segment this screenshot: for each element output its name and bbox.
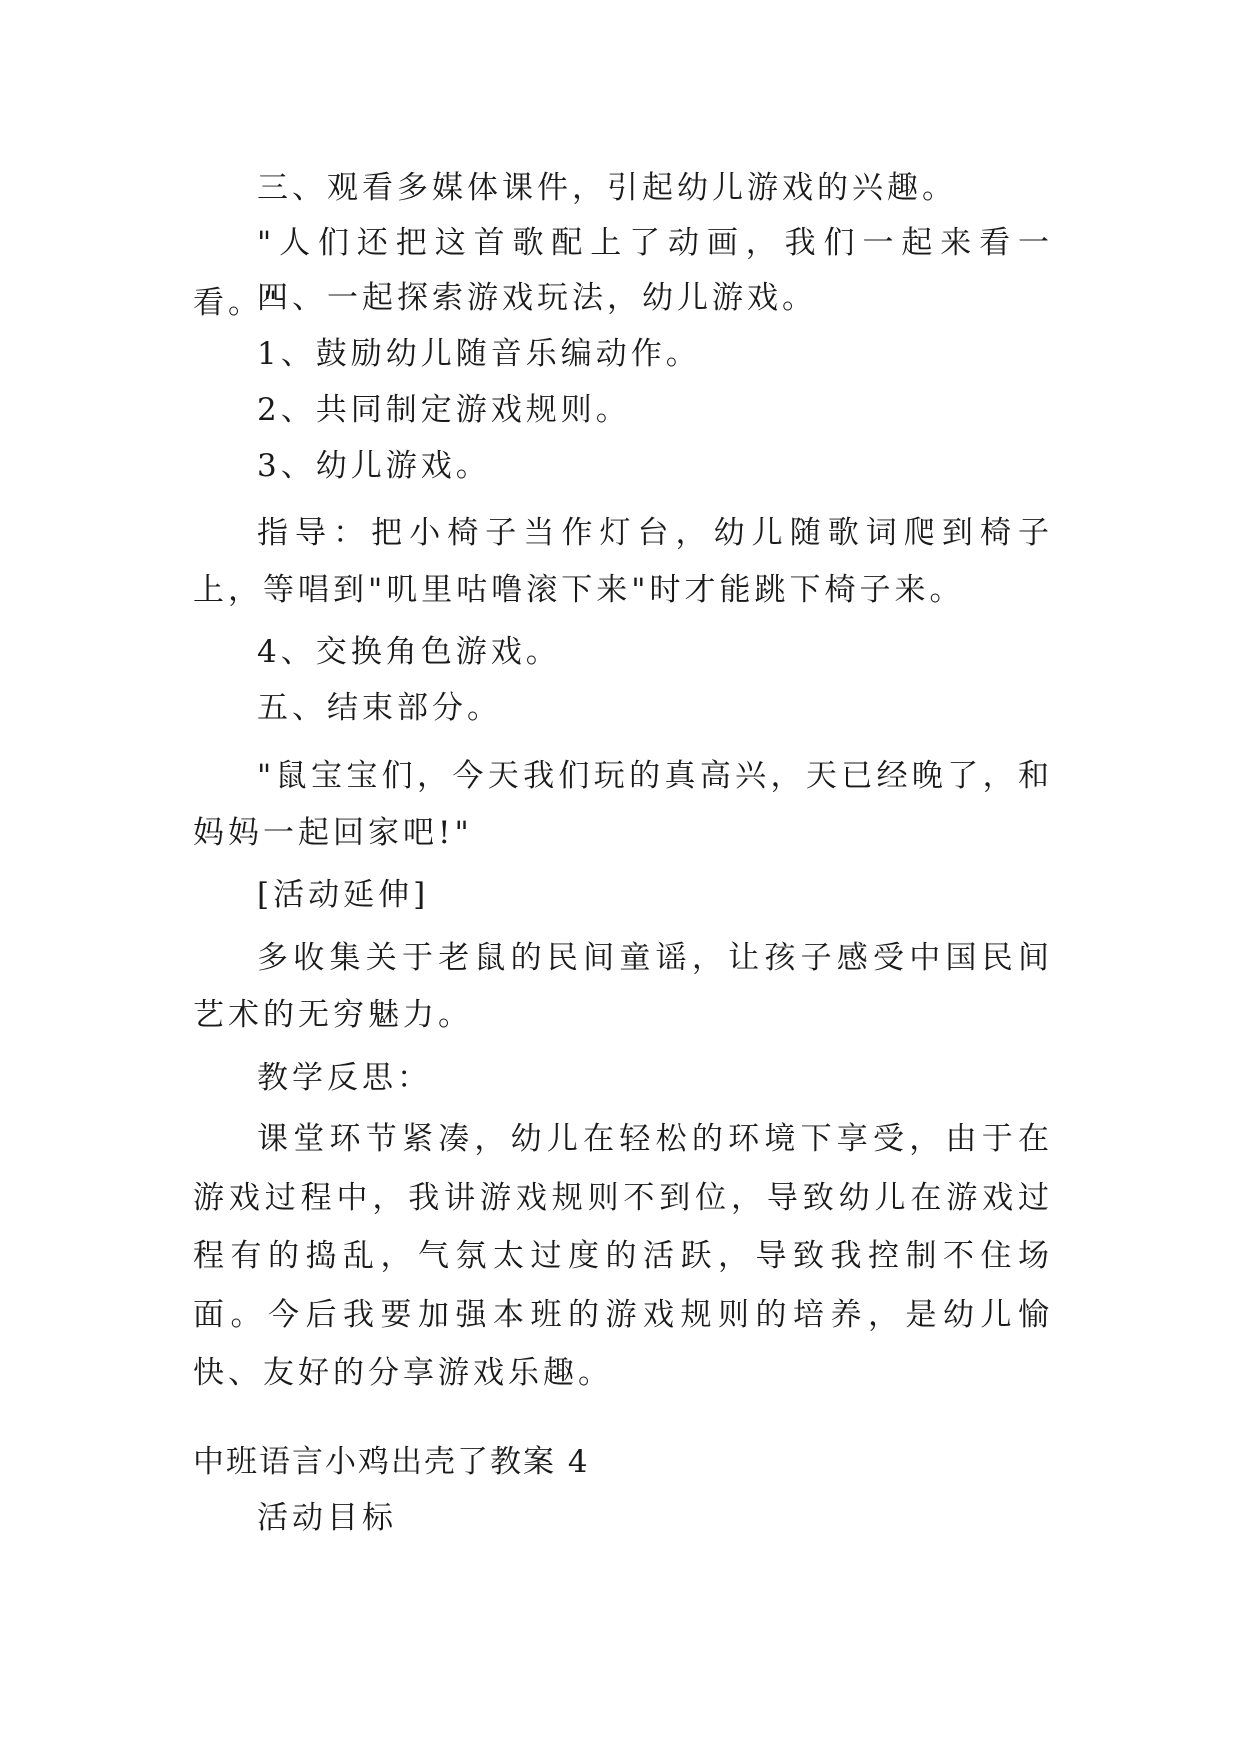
paragraph-quote-animation: "人们还把这首歌配上了动画，我们一起来看一看。" [193,225,1053,321]
paragraph-step-4: 四、一起探索游戏玩法，幼儿游戏。 [257,280,817,316]
paragraph-reflection-heading: 教学反思： [257,1060,432,1096]
paragraph-quote-goodbye: "鼠宝宝们，今天我们玩的真高兴，天已经晚了，和妈妈一起回家吧!" [193,758,1053,851]
paragraph-extension: 多收集关于老鼠的民间童谣，让孩子感受中国民间艺术的无穷魅力。 [193,940,1053,1033]
section-first-item: 活动目标 [257,1500,397,1536]
section-title: 中班语言小鸡出壳了教案 4 [193,1444,590,1480]
paragraph-step-3: 三、观看多媒体课件，引起幼儿游戏的兴趣。 [257,170,957,206]
paragraph-reflection: 课堂环节紧凑，幼儿在轻松的环境下享受，由于在游戏过程中，我讲游戏规则不到位，导致幼儿在游戏过程有的捣乱，气氛太过度的活跃，导致我控制不住场面。今后我要加强本班的游戏规则的培养，是幼儿愉快、友好的分享游戏乐趣。 [193,1121,1053,1391]
paragraph-item-4: 4、交换角色游戏。 [257,634,561,670]
paragraph-guidance: 指导：把小椅子当作灯台，幼儿随歌词爬到椅子上，等唱到"叽里咕噜滚下来"时才能跳下椅子来。 [193,515,1053,608]
paragraph-step-5: 五、结束部分。 [257,690,502,726]
paragraph-item-2: 2、共同制定游戏规则。 [257,392,631,428]
paragraph-extension-heading: [活动延伸] [257,877,430,913]
paragraph-item-1: 1、鼓励幼儿随音乐编动作。 [257,336,701,372]
paragraph-item-3: 3、幼儿游戏。 [257,448,491,484]
